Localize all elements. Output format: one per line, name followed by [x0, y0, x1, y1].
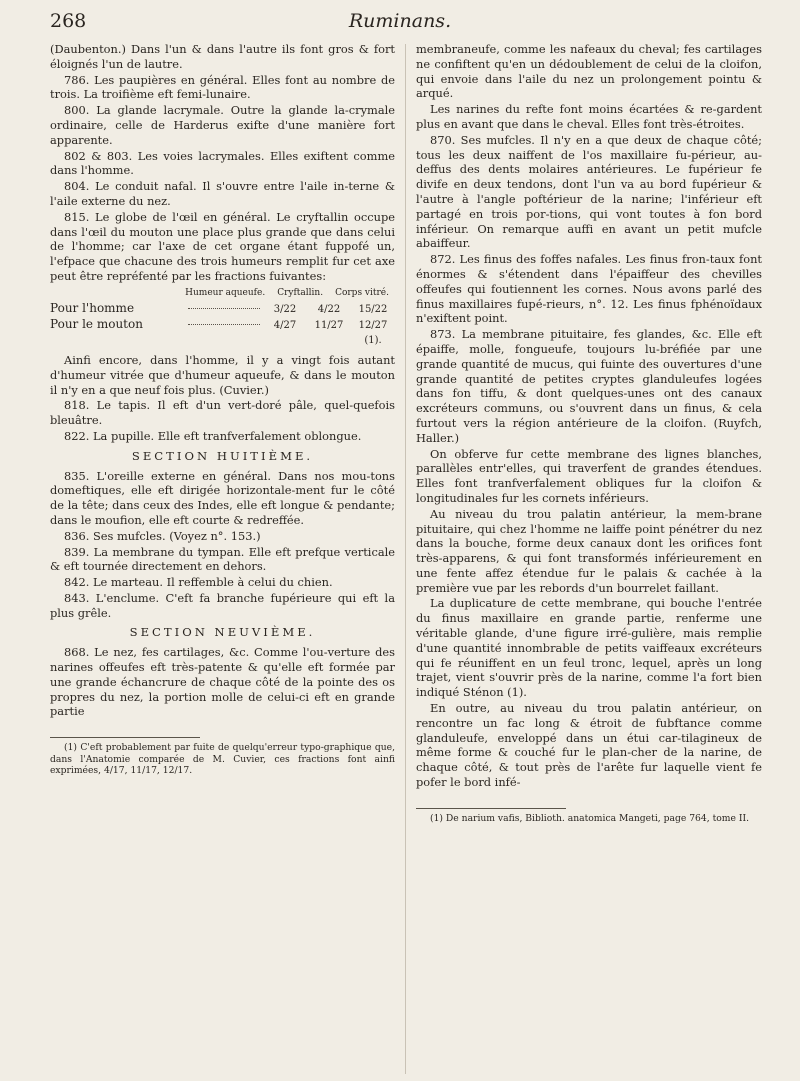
- paragraph-804: 804. Le conduit nafal. Il s'ouvre entre l'aile in-terne & l'aile externe du nez.: [50, 179, 395, 208]
- paragraph-843: 843. L'enclume. C'eft fa branche fupérieure qui eft la plus grêle.: [50, 590, 395, 620]
- section-heading-9: SECTION NEUVIÈME.: [129, 625, 316, 640]
- leader-dots: [188, 308, 260, 309]
- paragraph-continued: membraneufe, comme les nafeaux du cheval; fes cartilages ne confiftent qu'en un dédoublement de celui de la cloifon, qui envoie dans l'aile du nez un prolongement pointu & arqué.: [416, 42, 762, 101]
- paragraph-818: 818. Le tapis. Il eft d'un vert-doré pâle, quel-quefois bleuâtre.: [50, 398, 395, 428]
- footnote-right: (1) De narium vafis, Biblioth. anatomica Mangeti, page 764, tome II.: [430, 812, 750, 824]
- column-divider: [405, 44, 406, 1074]
- footnote-left: (1) C'eft probablement par fuite de quelqu'erreur typo-graphique que, dans l'Anatomie comparée de M. Cuvier, ces fractions font ainfi exprimées, 4/17, 11/17, 12/17.: [50, 742, 395, 777]
- paragraph-870: 870. Ses mufcles. Il n'y en a que deux de chaque côté; tous les deux naiffent de l'os maxillaire fu-périeur, au-deffus des dents molaires antérieures. Le fupérieur fe divife en deux tendons, dont l'un va au bord fupérieur & l'autre à l'angle poftérieur de la narine; l'inférieur eft partagé en trois por-tions, qui vont toutes à fon bord inférieur. On remarque auffi en avant un petit mufcle abaiffeur.: [416, 132, 762, 251]
- table-header: [50, 286, 395, 301]
- paragraph-815: 815. Le globe de l'œil en général. Le cryftallin occupe dans l'œil du mouton une place plus grande que dans celui de l'homme; car l'axe de cet organe étant fuppofé un, l'efpace que chacune des trois humeurs remplit fur cet axe peut être repréfenté par les fractions fuivantes:: [50, 209, 395, 283]
- paragraph-842: 842. Le marteau. Il reffemble à celui du chien.: [64, 575, 333, 590]
- table-cell: 11/27: [314, 320, 344, 332]
- paragraph-observation: On obferve fur cette membrane des lignes blanches, parallèles entr'elles, qui traverfent de grandes étendues. Elles font tranfverfalement obliques fur la cloifon & longitudinales fur les cornets inférieurs.: [416, 446, 762, 505]
- right-column: [416, 42, 762, 824]
- footnote-rule: [50, 737, 200, 738]
- table-cell: 12/27 (1).: [358, 320, 388, 347]
- section-heading-8: SECTION HUITIÈME.: [131, 448, 314, 463]
- table-cell: 4/22: [317, 303, 341, 315]
- paragraph-ainsi: Ainfi encore, dans l'homme, il y a vingt fois autant d'humeur vitrée que d'humeur aqueufe, & dans le mouton il n'y en a que neuf fois plus. (Cuvier.): [50, 352, 395, 397]
- paragraph-duplicature: La duplicature de cette membrane, qui bouche l'entrée du finus maxillaire en grande partie, renferme une véritable glande, d'une figure irré-gulière, mais remplie d'une quantité innombrable de petits vaiffeaux excréteurs qui fe réuniffent en un feul tronc, lequel, après un long trajet, vient s'ouvrir près de la narine, comme l'a fort bien indiqué Sténon (1).: [416, 596, 762, 700]
- table-header-vitreous: Corps vitré.: [335, 287, 389, 298]
- table-row: [50, 317, 395, 349]
- paragraph-835: 835. L'oreille externe en général. Dans nos mou-tons domeftiques, elle eft dirigée horizontale-ment fur le côté de la tête; dans ceux des Indes, elle eft longue & pendante; dans le moufion, elle eft courte & redreffée.: [50, 468, 395, 527]
- paragraph-822: 822. La pupille. Elle eft tranfverfalement oblongue.: [64, 428, 362, 443]
- table-row-label: Pour l'homme: [50, 300, 135, 315]
- table-cell: 15/22: [358, 303, 388, 315]
- paragraph-873: 873. La membrane pituitaire, fes glandes, &c. Elle eft épaiffe, molle, fongueufe, toujours lu-bréfiée par une grande quantité de mucus, qui fuinte des ouvertures d'une grande quantité de petites cryptes glanduleufes logées dans fon tiffu, & dont quelques-unes ont des canaux excréteurs communs, ou s'ouvrent dans un finus, & cela furtout vers la région antérieure de la cloifon. (Ruyfch, Haller.): [416, 327, 762, 445]
- table-row-label: Pour le mouton: [50, 317, 143, 332]
- page-number: 268: [50, 10, 87, 32]
- paragraph-872: 872. Les finus des foffes nafales. Les finus fron-taux font énormes & s'étendent dans l'épaiffeur des chevilles offeufes qui foutiennent les cornes. Nous avons parlé des finus maxillaires fupé-rieurs, n°. 12. Les finus fphénoïdaux n'exiftent point.: [416, 252, 762, 326]
- fraction-table: [50, 286, 395, 349]
- paragraph-836: 836. Ses mufcles. (Voyez n°. 153.): [64, 528, 261, 543]
- paragraph-intro: (Daubenton.) Dans l'un & dans l'autre ils font gros & fort éloignés l'un de lautre.: [50, 42, 395, 71]
- running-title: Ruminans.: [348, 10, 452, 32]
- paragraph-outre: En outre, au niveau du trou palatin antérieur, on rencontre un fac long & étroit de fubftance comme glanduleufe, enveloppé dans un étui car-tilagineux de même forme & couché fur le plan-cher de la narine, de chaque côté, & tout près de l'arête fur laquelle vient fe pofer le bord infé-: [416, 701, 762, 790]
- leader-dots: [188, 324, 260, 325]
- paragraph-narines: Les narines du refte font moins écartées & re-gardent plus en avant que dans le cheval. Elles font très-étroites.: [416, 102, 762, 131]
- paragraph-800: 800. La glande lacrymale. Outre la glande la-crymale ordinaire, celle de Harderus exifte d'une manière fort apparente.: [50, 103, 395, 147]
- table-cell: 4/27: [273, 320, 297, 332]
- footnote-rule: [416, 808, 566, 809]
- paragraph-802: 802 & 803. Les voies lacrymales. Elles exiftent comme dans l'homme.: [50, 148, 395, 178]
- paragraph-786: 786. Les paupières en général. Elles font au nombre de trois. La troifième eft femi-lunaire.: [50, 72, 395, 102]
- left-column: [50, 42, 395, 777]
- table-row: [50, 301, 395, 318]
- paragraph-niveau: Au niveau du trou palatin antérieur, la mem-brane pituitaire, qui chez l'homme ne laiffe point pénétrer du nez dans la bouche, forme deux canaux dont les orifices font très-apparens, & qui font transformés inférieurement en une fente affez étendue fur le palais & cachée à la première vue par les rebords d'un bourrelet faillant.: [416, 506, 762, 595]
- paragraph-839: 839. La membrane du tympan. Elle eft prefque verticale & eft tournée directement en dehors.: [50, 544, 395, 574]
- table-header-crystalline: Cryftallin.: [277, 287, 324, 298]
- table-cell: 3/22: [273, 303, 297, 315]
- table-header-aqueous: Humeur aqueufe.: [185, 287, 266, 298]
- paragraph-868: 868. Le nez, fes cartilages, &c. Comme l'ou-verture des narines offeufes eft très-patente & qu'elle eft formée par une grande échancrure de chaque côté de la pointe des os propres du nez, la portion molle de celui-ci eft en grande partie: [50, 645, 395, 719]
